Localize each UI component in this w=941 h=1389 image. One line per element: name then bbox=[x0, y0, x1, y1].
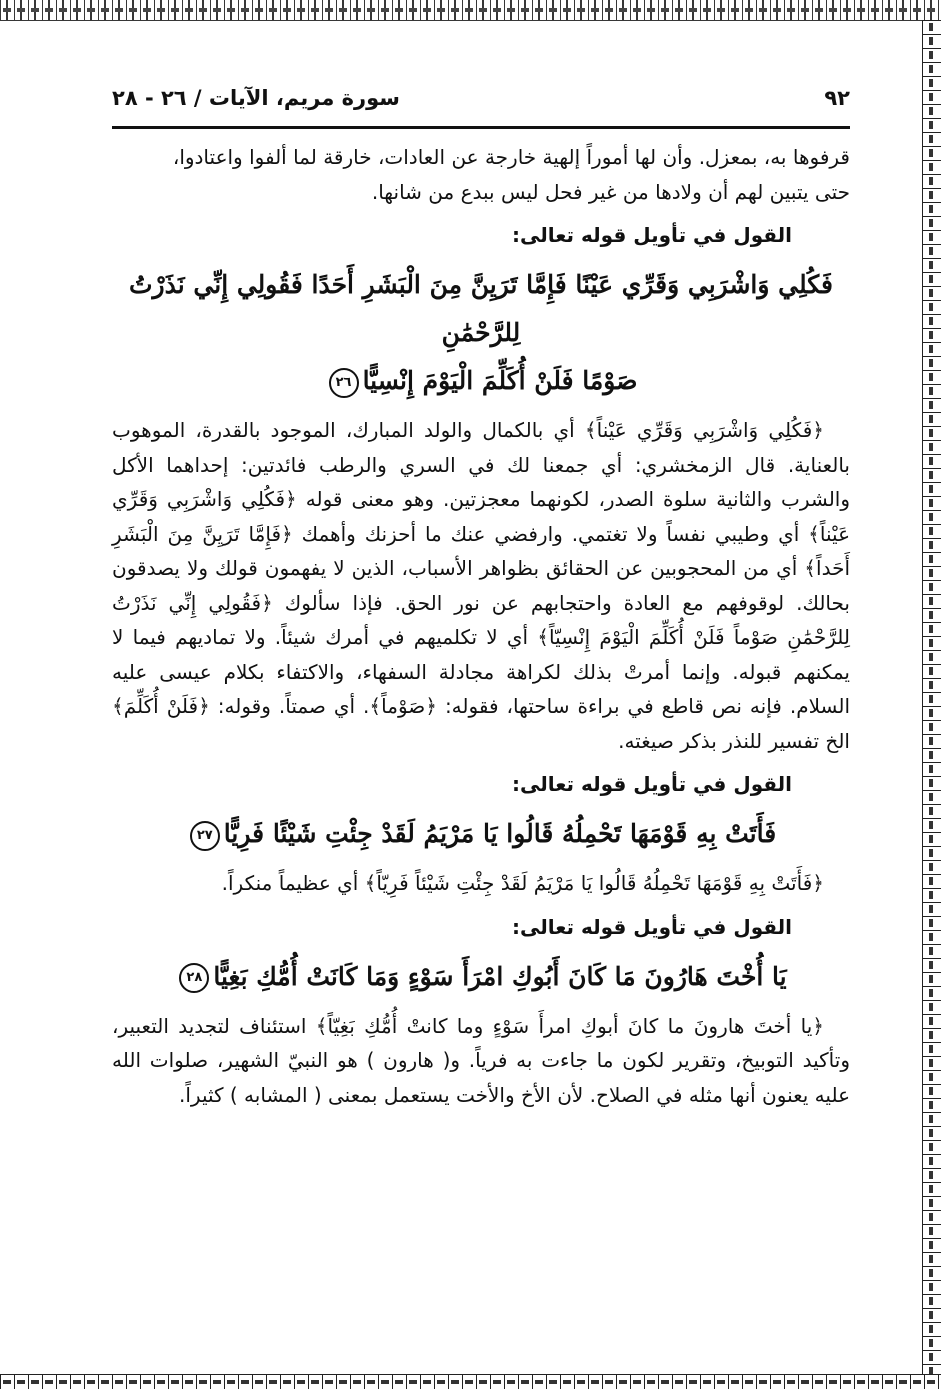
ayah-number-icon: ٢٨ bbox=[179, 963, 209, 993]
chapter-title: سورة مريم، الآيات / ٢٦ - ٢٨ bbox=[112, 86, 400, 110]
verse-26-line-1: فَكُلِي وَاشْرَبِي وَقَرِّي عَيْنًا فَإِمَّا تَرَيِنَّ مِنَ الْبَشَرِ أَحَدًا فَقُولِي إِنِّي نَذَرْتُ لِلرَّحْمَٰنِ bbox=[129, 270, 833, 347]
intro-line-1: قرفوها به، بمعزل. وأن لها أموراً إلهية خارجة عن العادات، خارقة لما ألفوا واعتادوا، bbox=[172, 145, 850, 169]
verse-28 bbox=[112, 953, 850, 1001]
section-heading-3: القول في تأويل قوله تعالى: bbox=[512, 914, 792, 939]
commentary-26: ﴿فَكُلِي وَاشْرَبِي وَقَرِّي عَيْناً﴾ أي بالكمال والولد المبارك، الموجود بالقدرة، الموهوب بالعناية. قال الزمخشري: أي جمعنا لك في السري والرطب فائدتين: إحداهما الأكل والشرب والثانية سلوة الصدر، لكونهما معجزتين. وهو معنى قوله ﴿فَكُلِي وَاشْرَبِي وَقَرِّي عَيْناً﴾ أي وطيبي نفساً ولا تغتمي. وارفضي عنك ما أحزنك وأهمك ﴿فَإِمَّا تَرَيِنَّ مِنَ الْبَشَرِ أَحَداً﴾ أي من المحجوبين عن الحقائق بظواهر الأسباب، الذين لا يفهمون قولك ولا يصدقون بحالك. لوقوفهم مع العادة واحتجابهم عن نور الحق. فإذا سألوك ﴿فَقُولِي إِنِّي نَذَرْتُ لِلرَّحْمَٰنِ صَوْماً فَلَنْ أُكَلِّمَ الْيَوْمَ إِنْسِيّاً﴾ أي لا تكلميهم في أمرك شيئاً. ولا تماديهم فيما لا يمكنهم قبوله. وإنما أمرتْ بذلك لكراهة مجادلة السفهاء، والاكتفاء بكلام عيسى عليه السلام. فإنه نص قاطع في براءة ساحتها، فقوله: ﴿صَوْماً﴾. أي صمتاً. وقوله: ﴿فَلَنْ أُكَلِّمَ﴾ الخ تفسير للنذر بذكر صيغته. bbox=[112, 418, 850, 753]
verse-26 bbox=[112, 261, 850, 405]
commentary-28: ﴿يا أختَ هارونَ ما كانَ أبوكِ امرأَ سَوْءٍ وما كانتْ أُمُّكِ بَغِيّاً﴾ استئناف لتجديد التعبير، وتأكيد التوبيخ، وتقرير لكون ما جاءت به فرياً. و( هارون ) هو النبيّ الشهير، صلوات الله عليه يعنون أنها مثله في الصلاح. لأن الأخ والأخت يستعمل بمعنى ( المشابه ) كثيراً. bbox=[112, 1013, 850, 1107]
ornamental-border-right bbox=[922, 20, 941, 1375]
page-number: ٩٢ bbox=[824, 86, 850, 110]
verse-27 bbox=[112, 810, 850, 858]
verse-28-text: يَا أُخْتَ هَارُونَ مَا كَانَ أَبُوكِ امْرَأَ سَوْءٍ وَمَا كَانَتْ أُمُّكِ بَغِيًّا bbox=[213, 961, 787, 991]
section-heading-1: القول في تأويل قوله تعالى: bbox=[512, 223, 792, 247]
header-rule bbox=[112, 126, 850, 129]
commentary-27: ﴿فَأَتَتْ بِهِ قَوْمَهَا تَحْمِلُهُ قَالُوا يَا مَرْيَمُ لَقَدْ جِئْتِ شَيْئاً فَرِيّاً﴾ أي عظيماً منكراً. bbox=[221, 871, 824, 895]
ayah-number-icon: ٢٧ bbox=[190, 821, 220, 851]
page-body bbox=[112, 140, 850, 1112]
section-heading-2: القول في تأويل قوله تعالى: bbox=[512, 772, 792, 796]
ayah-number-icon: ٢٦ bbox=[329, 368, 359, 398]
ornamental-border-top bbox=[0, 0, 941, 21]
intro-line-2: حتى يتبين لهم أن ولادها من غير فحل ليس ببدع من شانها. bbox=[371, 179, 850, 204]
page-header bbox=[112, 82, 850, 118]
verse-26-line-2-text: صَوْمًا فَلَنْ أُكَلِّمَ الْيَوْمَ إِنْسِيًّا bbox=[362, 366, 638, 395]
ornamental-border-bottom bbox=[0, 1374, 941, 1389]
verse-26-line-2 bbox=[112, 357, 850, 405]
verse-27-text: فَأَتَتْ بِهِ قَوْمَهَا تَحْمِلُهُ قَالُوا يَا مَرْيَمُ لَقَدْ جِئْتِ شَيْئًا فَرِيًّا bbox=[223, 819, 777, 848]
